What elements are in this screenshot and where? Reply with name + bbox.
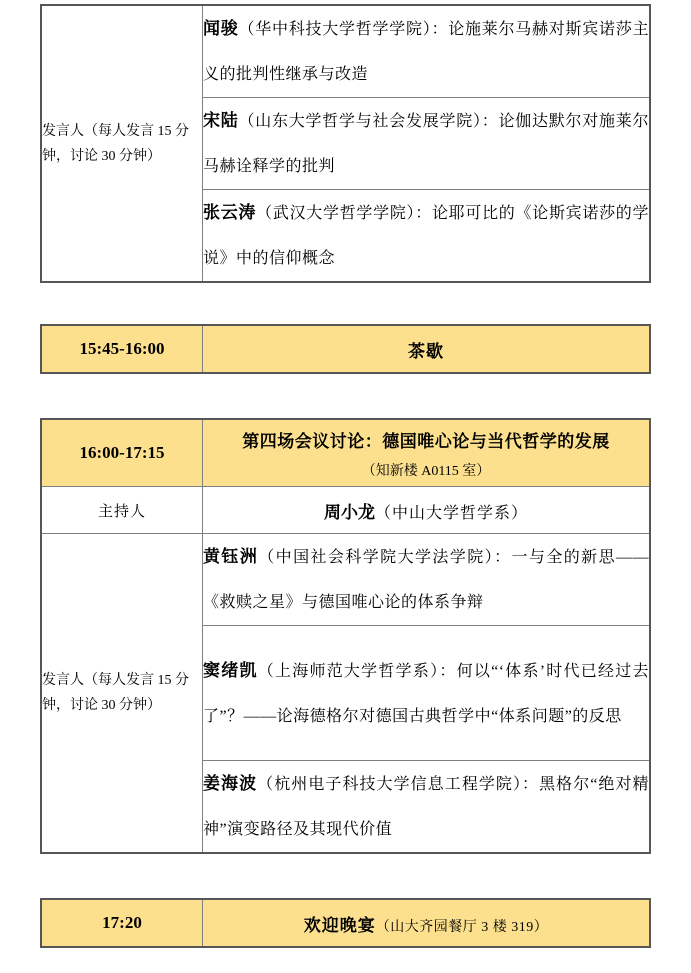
table-row	[41, 5, 650, 98]
speaker-detail: （中国社会科学院大学法学院）：一与全的新思——《救赎之星》与德国唯心论的体系争辩	[203, 549, 649, 611]
table-row	[41, 534, 650, 626]
chair-cell	[203, 487, 651, 534]
speaker-entry	[203, 5, 651, 98]
speaker-entry	[203, 534, 651, 626]
speaker-entry	[203, 98, 651, 190]
speaker-name: 闻骏	[203, 19, 239, 38]
time-label: 15:45-16:00	[79, 339, 165, 358]
session4-time-cell	[41, 419, 203, 487]
banquet-label: 欢迎晚宴	[303, 915, 376, 935]
table-row	[41, 899, 650, 947]
session4-table	[40, 418, 651, 854]
speaker-name: 宋陆	[203, 111, 239, 130]
session4-title-cell	[203, 419, 651, 487]
chair-affiliation: （中山大学哲学系）	[374, 504, 528, 522]
session4-title: 第四场会议讨论：德国唯心论与当代哲学的发展	[242, 431, 610, 451]
chair-label: 主持人	[41, 487, 203, 534]
speaker-detail: （上海师范大学哲学系）：何以“‘体系’时代已经过去了”？——论海德格尔对德国古典哲学中“体系问题”的反思	[203, 662, 650, 725]
time-label: 17:20	[102, 913, 142, 932]
tea-break-label-cell	[203, 325, 651, 373]
banquet-time-cell	[41, 899, 203, 947]
tea-break-table	[40, 324, 651, 374]
speaker-detail: （华中科技大学哲学学院）：论施莱尔马赫对斯宾诺莎主义的批判性继承与改造	[203, 21, 649, 83]
chair-name: 周小龙	[323, 502, 375, 522]
speaker-detail: （山东大学哲学与社会发展学院）：论伽达默尔对施莱尔马赫诠释学的批判	[203, 113, 649, 175]
table-row	[41, 325, 650, 373]
tea-break-time	[41, 325, 203, 373]
session4-header-row	[41, 419, 650, 487]
speakers-role-label: 发言人（每人发言 15 分钟，讨论 30 分钟）	[41, 534, 203, 854]
speaker-detail: （杭州电子科技大学信息工程学院）：黑格尔“绝对精神”演变路径及其现代价值	[203, 776, 650, 838]
banquet-venue: （山大齐园餐厅 3 楼 319）	[375, 919, 549, 935]
chair-row	[41, 487, 650, 534]
time-label: 16:00-17:15	[79, 443, 165, 462]
banquet-cell	[203, 899, 651, 947]
speaker-name: 张云涛	[203, 203, 257, 222]
speaker-entry	[203, 761, 651, 854]
speaker-name: 窦绪凯	[203, 660, 258, 680]
session4-venue: （知新楼 A0115 室）	[361, 463, 491, 479]
speakers-role-label: 发言人（每人发言 15 分钟，讨论 30 分钟）	[41, 5, 203, 282]
session3-speakers-table	[40, 4, 651, 283]
speaker-name: 姜海波	[203, 774, 258, 793]
speaker-entry	[203, 626, 651, 761]
banquet-table	[40, 898, 651, 948]
tea-break-label: 茶歇	[408, 341, 444, 361]
speaker-name: 黄钰洲	[203, 547, 259, 566]
speaker-detail: （武汉大学哲学学院）：论耶可比的《论斯宾诺莎的学说》中的信仰概念	[203, 205, 649, 267]
speaker-entry	[203, 190, 651, 283]
